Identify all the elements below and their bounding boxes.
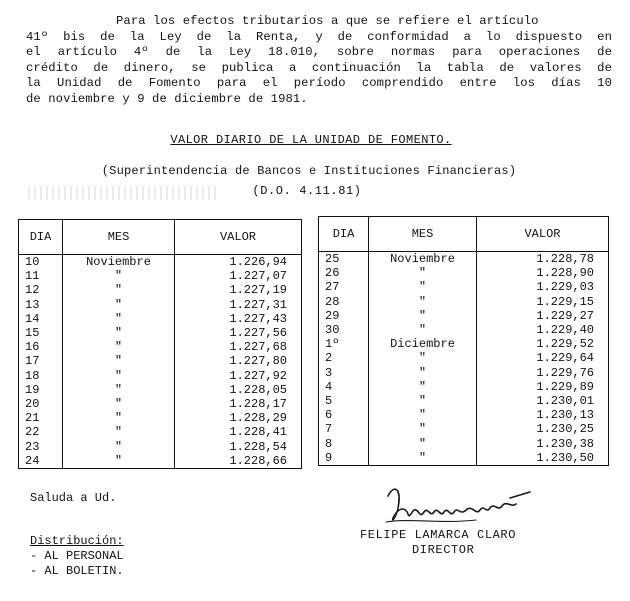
document-title: VALOR DIARIO DE LA UNIDAD DE FOMENTO. xyxy=(170,133,452,147)
value-cell: 1.228,90 xyxy=(536,266,594,281)
month-cell: " xyxy=(369,394,477,408)
table-row xyxy=(19,298,302,312)
value-cell: 1.227,31 xyxy=(229,297,287,312)
distribution-item: - AL BOLETIN. xyxy=(30,564,124,578)
month-cell: " xyxy=(63,397,175,411)
day-cell: 27 xyxy=(319,280,369,294)
value-cell: 1.230,13 xyxy=(536,408,594,423)
day-cell: 14 xyxy=(19,312,63,326)
day-cell: 23 xyxy=(19,440,63,454)
table-row xyxy=(19,340,302,354)
header-valor: VALOR xyxy=(175,220,302,255)
header-valor: VALOR xyxy=(477,217,609,252)
handwritten-signature xyxy=(380,478,540,530)
table-row xyxy=(19,283,302,297)
day-cell: 5 xyxy=(319,394,369,408)
month-cell: " xyxy=(369,380,477,394)
table-row xyxy=(19,454,302,469)
value-cell: 1.227,19 xyxy=(229,283,287,298)
month-cell: " xyxy=(63,298,175,312)
distribution-item: - AL PERSONAL xyxy=(30,549,124,563)
distribution-heading: Distribución: xyxy=(30,534,124,548)
value-cell: 1.227,43 xyxy=(229,311,287,326)
signer-name: FELIPE LAMARCA CLARO xyxy=(360,528,517,542)
value-cell: 1.227,92 xyxy=(229,368,287,383)
month-cell: " xyxy=(369,323,477,337)
month-cell: " xyxy=(63,283,175,297)
day-cell: 17 xyxy=(19,354,63,368)
day-cell: 30 xyxy=(319,323,369,337)
table-row xyxy=(319,437,609,451)
value-cell: 1.229,76 xyxy=(536,365,594,380)
value-cell: 1.230,38 xyxy=(536,436,594,451)
table-row xyxy=(19,383,302,397)
month-cell: " xyxy=(369,295,477,309)
table-row xyxy=(19,411,302,425)
value-cell: 1.228,17 xyxy=(229,397,287,412)
day-cell: 19 xyxy=(19,383,63,397)
day-cell: 4 xyxy=(319,380,369,394)
day-cell: 11 xyxy=(19,269,63,283)
header-mes: MES xyxy=(63,220,175,255)
table-row xyxy=(319,408,609,422)
table-row xyxy=(319,266,609,280)
month-cell: " xyxy=(63,425,175,439)
table-row xyxy=(19,255,302,270)
table-row xyxy=(19,269,302,283)
day-cell: 25 xyxy=(319,252,369,267)
table-row xyxy=(319,380,609,394)
value-cell: 1.227,68 xyxy=(229,340,287,355)
month-cell: Diciembre xyxy=(369,337,477,351)
day-cell: 28 xyxy=(319,295,369,309)
table-row xyxy=(319,422,609,436)
intro-line: la Unidad de Fomento para el período comprendido entre los días 10 xyxy=(26,76,612,91)
table-row xyxy=(19,312,302,326)
table-row xyxy=(19,369,302,383)
header-dia: DIA xyxy=(319,217,369,252)
month-cell: " xyxy=(63,312,175,326)
month-cell: " xyxy=(369,280,477,294)
day-cell: 16 xyxy=(19,340,63,354)
day-cell: 8 xyxy=(319,437,369,451)
day-cell: 18 xyxy=(19,369,63,383)
value-cell: 1.228,41 xyxy=(229,425,287,440)
month-cell: " xyxy=(369,266,477,280)
value-cell: 1.226,94 xyxy=(229,255,287,269)
value-cell: 1.228,05 xyxy=(229,382,287,397)
table-header-row xyxy=(319,217,609,252)
value-cell: 1.229,40 xyxy=(536,323,594,338)
value-cell: 1.229,89 xyxy=(536,379,594,394)
table-row xyxy=(319,323,609,337)
day-cell: 3 xyxy=(319,366,369,380)
value-cell: 1.228,29 xyxy=(229,411,287,426)
intro-line: 41º bis de la Ley de la Renta, y de conformidad a lo dispuesto en xyxy=(26,29,612,44)
month-cell: " xyxy=(63,383,175,397)
document-reference: (D.O. 4.11.81) xyxy=(252,184,362,198)
day-cell: 2 xyxy=(319,351,369,365)
distribution-list xyxy=(30,534,124,579)
day-cell: 21 xyxy=(19,411,63,425)
day-cell: 9 xyxy=(319,451,369,466)
value-cell: 1.229,03 xyxy=(536,280,594,295)
table-row xyxy=(19,425,302,439)
day-cell: 12 xyxy=(19,283,63,297)
table-row xyxy=(319,366,609,380)
value-cell: 1.227,56 xyxy=(229,326,287,341)
table-row xyxy=(19,397,302,411)
value-cell: 1.228,54 xyxy=(229,439,287,454)
intro-line: crédito de dinero, se publica a continuación la tabla de valores de xyxy=(26,60,612,75)
header-mes: MES xyxy=(369,217,477,252)
table-row xyxy=(19,354,302,368)
day-cell: 29 xyxy=(319,309,369,323)
value-cell: 1.230,50 xyxy=(536,450,594,465)
month-cell: " xyxy=(369,351,477,365)
month-cell: " xyxy=(63,440,175,454)
table-row xyxy=(319,280,609,294)
signer-block xyxy=(360,528,516,558)
table-row xyxy=(319,394,609,408)
intro-line: el artículo 4º de la Ley 18.010, sobre normas para operaciones de xyxy=(26,45,612,60)
signer-role: DIRECTOR xyxy=(412,543,475,557)
value-cell: 1.228,78 xyxy=(536,252,594,266)
value-cell: 1.228,66 xyxy=(229,453,287,468)
value-cell: 1.230,25 xyxy=(536,422,594,437)
document-subtitle: (Superintendencia de Bancos e Instituciones Financieras) xyxy=(101,164,517,178)
month-cell: " xyxy=(63,411,175,425)
month-cell: " xyxy=(369,451,477,466)
table-row xyxy=(19,440,302,454)
table-row xyxy=(19,326,302,340)
day-cell: 6 xyxy=(319,408,369,422)
value-cell: 1.227,07 xyxy=(229,269,287,284)
intro-paragraph xyxy=(26,14,612,108)
month-cell: " xyxy=(369,366,477,380)
month-cell: " xyxy=(63,369,175,383)
month-cell: " xyxy=(369,309,477,323)
month-cell: Noviembre xyxy=(369,252,477,267)
table-header-row xyxy=(19,220,302,255)
month-cell: " xyxy=(63,340,175,354)
month-cell: " xyxy=(63,326,175,340)
value-cell: 1.229,64 xyxy=(536,351,594,366)
day-cell: 15 xyxy=(19,326,63,340)
value-cell: 1.229,15 xyxy=(536,294,594,309)
table-row xyxy=(319,351,609,365)
table-row xyxy=(319,309,609,323)
day-cell: 20 xyxy=(19,397,63,411)
value-cell: 1.229,27 xyxy=(536,308,594,323)
month-cell: Noviembre xyxy=(63,255,175,270)
day-cell: 13 xyxy=(19,298,63,312)
month-cell: " xyxy=(63,269,175,283)
table-row xyxy=(319,295,609,309)
month-cell: " xyxy=(63,354,175,368)
intro-line: Para los efectos tributarios a que se refiere el artículo xyxy=(116,14,539,28)
value-cell: 1.227,80 xyxy=(229,354,287,369)
day-cell: 1º xyxy=(319,337,369,351)
value-cell: 1.229,52 xyxy=(536,337,594,352)
month-cell: " xyxy=(369,437,477,451)
month-cell: " xyxy=(369,422,477,436)
month-cell: " xyxy=(63,454,175,469)
intro-line: de noviembre y 9 de diciembre de 1981. xyxy=(26,91,308,106)
day-cell: 7 xyxy=(319,422,369,436)
day-cell: 24 xyxy=(19,454,63,469)
value-cell: 1.230,01 xyxy=(536,394,594,409)
table-row xyxy=(319,337,609,351)
day-cell: 10 xyxy=(19,255,63,270)
uf-table-left xyxy=(18,219,302,469)
day-cell: 22 xyxy=(19,425,63,439)
header-dia: DIA xyxy=(19,220,63,255)
closing-salutation: Saluda a Ud. xyxy=(30,491,117,505)
uf-table-right xyxy=(318,216,609,466)
table-row xyxy=(319,252,609,267)
month-cell: " xyxy=(369,408,477,422)
day-cell: 26 xyxy=(319,266,369,280)
table-row xyxy=(319,451,609,466)
